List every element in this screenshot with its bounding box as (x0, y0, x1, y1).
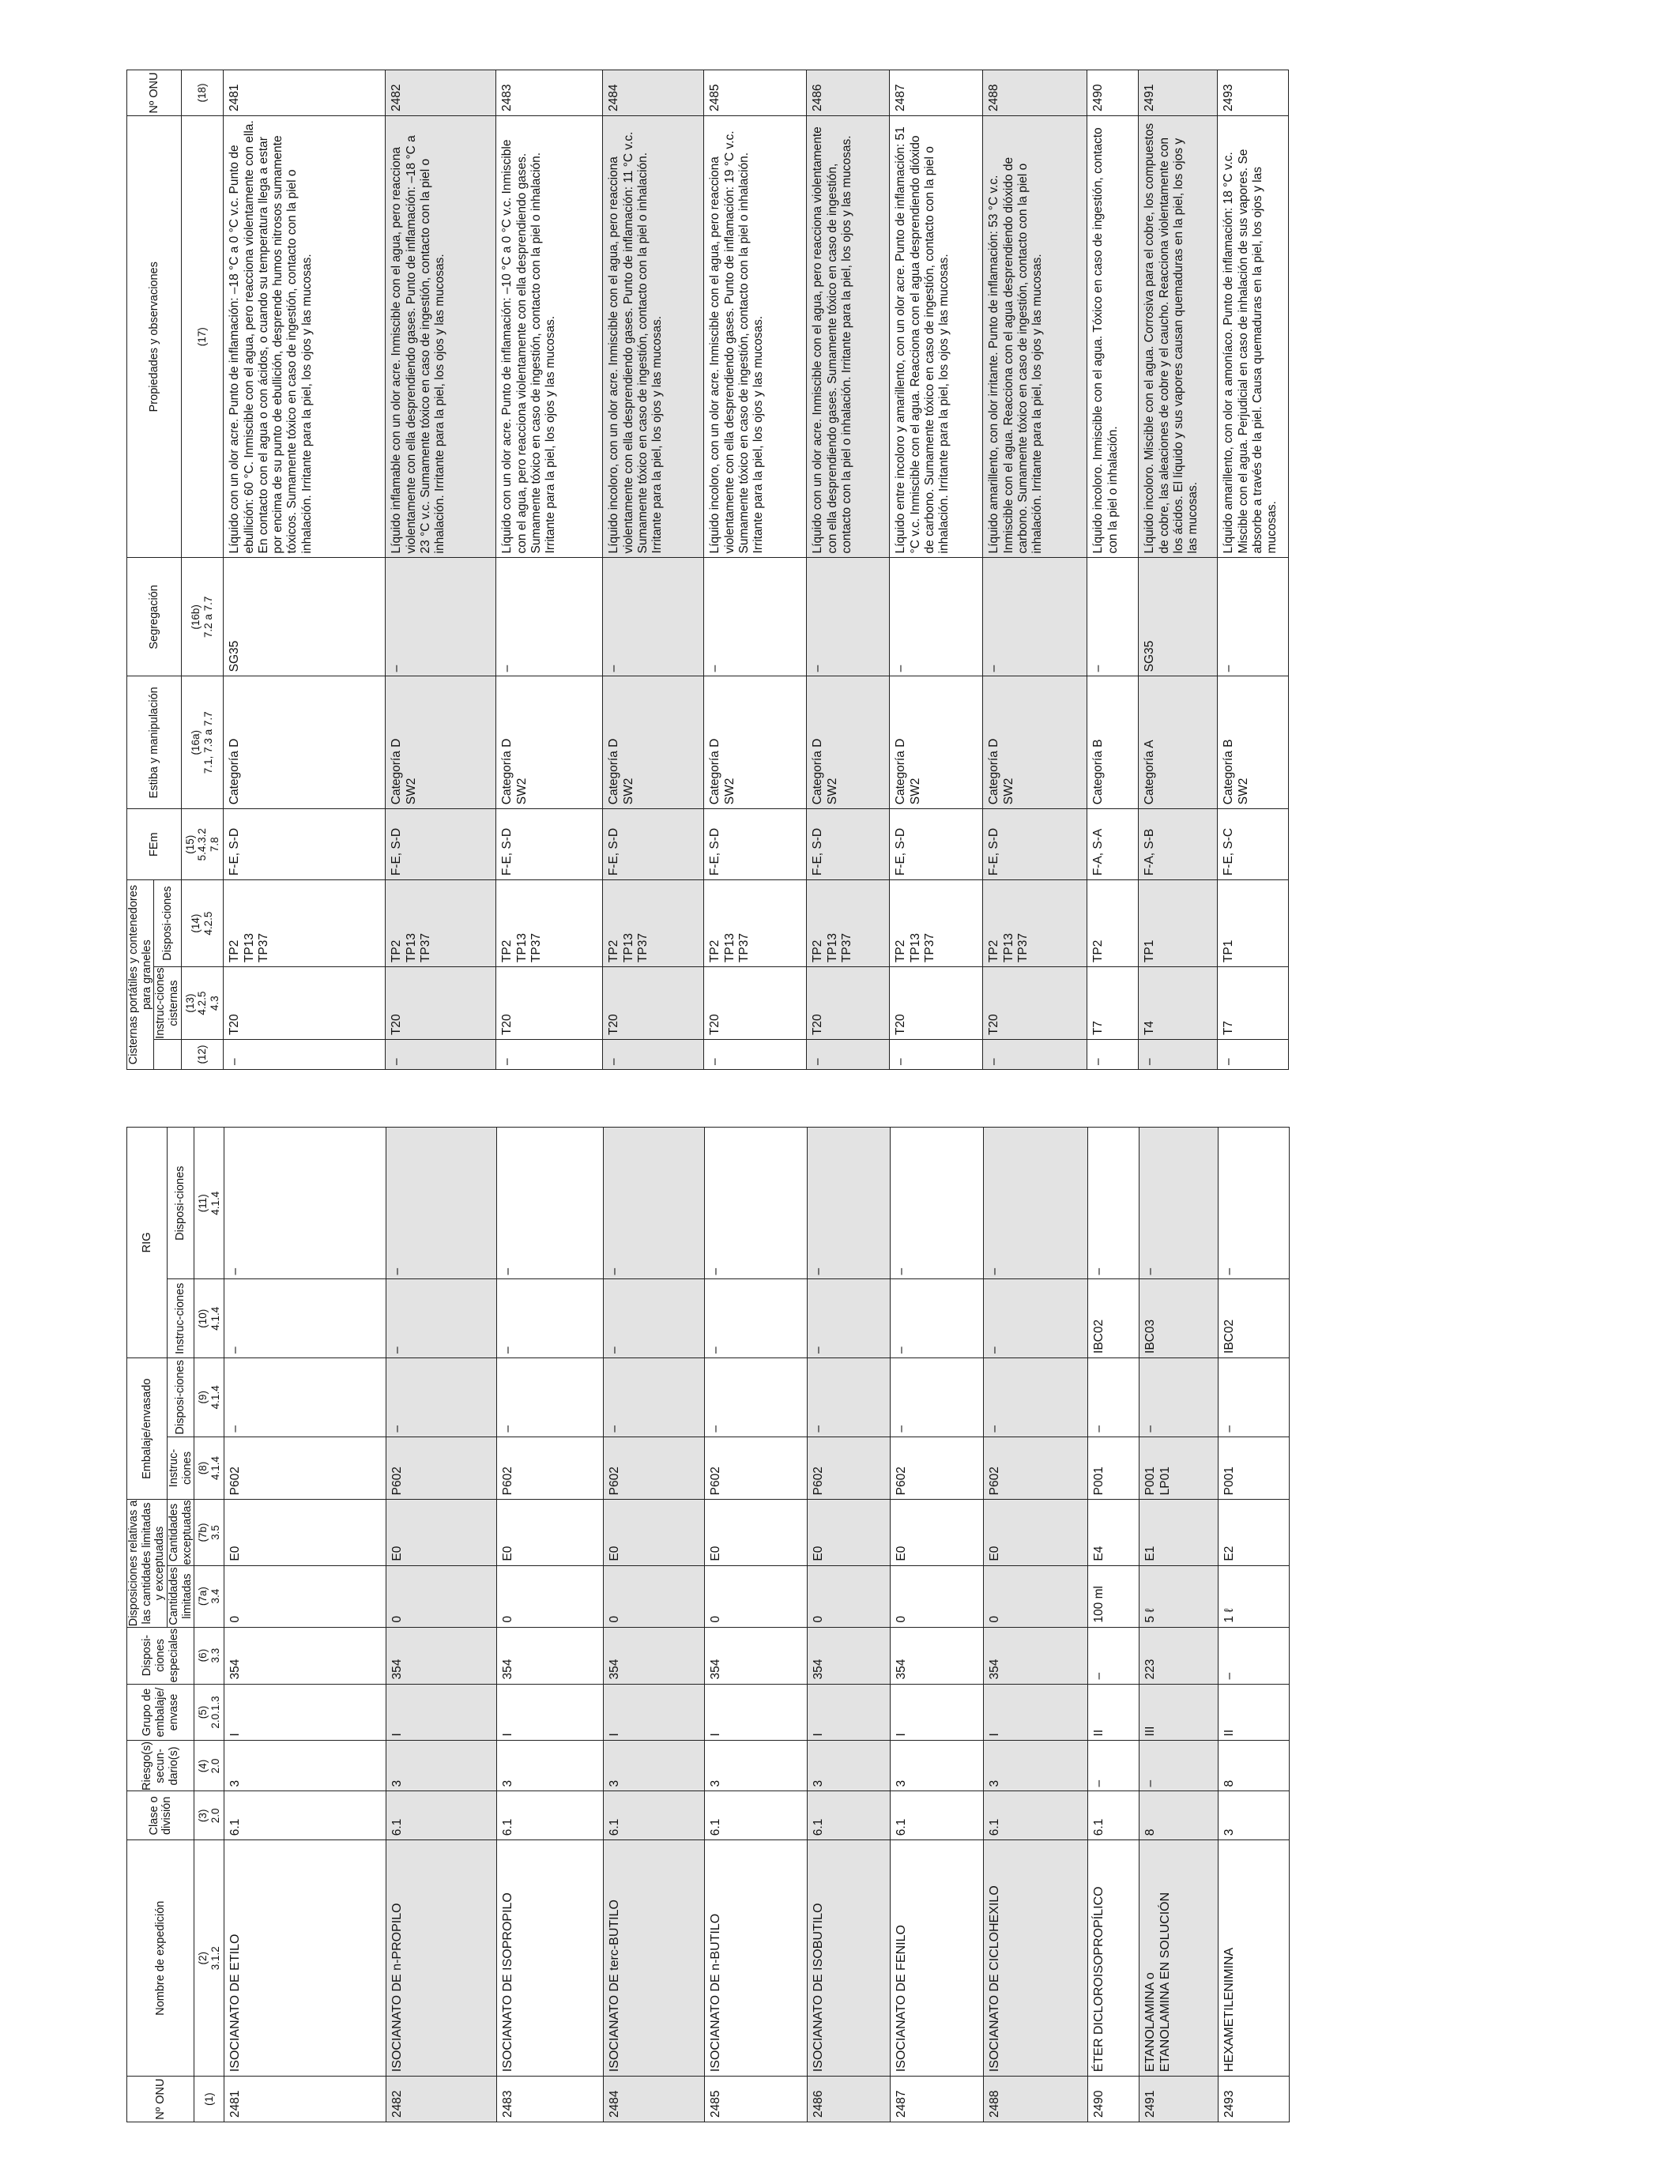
ibc-provision: – (224, 1128, 386, 1280)
stowage: Categoría A (1139, 676, 1218, 809)
ems: F-E, S-C (1218, 809, 1289, 880)
bulk: – (1139, 1040, 1218, 1070)
header-pk-instructions: Instruc-ciones (168, 1437, 194, 1500)
segregation: SG35 (224, 558, 386, 676)
excepted-quantity: E0 (386, 1500, 497, 1565)
ibc-instruction: – (386, 1279, 497, 1357)
tank-instruction: T20 (496, 967, 603, 1040)
header-special-provisions: Disposi-ciones especiales (127, 1627, 194, 1684)
packing-provision: – (604, 1357, 705, 1437)
header-ibc-instructions: Instruc-ciones (168, 1279, 194, 1357)
special-provisions: 354 (705, 1627, 808, 1684)
limited-quantity: 1 ℓ (1219, 1565, 1290, 1627)
un-number: 2485 (705, 2077, 808, 2122)
stowage: Categoría D SW2 (704, 676, 807, 809)
packing-group: I (224, 1684, 386, 1741)
table-row (891, 1128, 984, 2122)
table-row (496, 70, 603, 1070)
un-number: 2493 (1219, 2077, 1290, 2122)
column-number: (5) 2.0.1.3 (194, 1684, 224, 1741)
packing-provision: – (386, 1357, 497, 1437)
properties: Líquido con un olor acre. Inmiscible con el agua, pero reacciona violentamente con ella desprendiendo gases. Sumamente tóxico en caso de ingestión, contacto con la piel o inhalación. Irritante para la piel, los ojos y las mucosas. (807, 116, 890, 558)
class: 6.1 (224, 1791, 386, 1840)
table-row (224, 1128, 386, 2122)
ibc-instruction: – (705, 1279, 808, 1357)
subsidiary-risk: 3 (984, 1741, 1088, 1791)
column-number: (1) (194, 2077, 224, 2122)
un-number: 2491 (1139, 2077, 1219, 2122)
ems: F-E, S-D (603, 809, 704, 880)
segregation: – (807, 558, 890, 676)
class: 6.1 (808, 1791, 891, 1840)
excepted-quantity: E2 (1219, 1500, 1290, 1565)
tank-instruction: T4 (1139, 967, 1218, 1040)
header-shipping-name: Nombre de expedición (127, 1840, 194, 2077)
stowage: Categoría D SW2 (603, 676, 704, 809)
header-subsidiary-risk: Riesgo(s) secun-dario(s) (127, 1741, 194, 1791)
un-number: 2482 (386, 2077, 497, 2122)
ibc-provision: – (604, 1128, 705, 1280)
packing-group: I (705, 1684, 808, 1741)
header-properties: Propiedades y observaciones (127, 116, 182, 558)
special-provisions: 354 (604, 1627, 705, 1684)
header-class: Clase o división (127, 1791, 194, 1840)
ibc-provision: – (497, 1128, 604, 1280)
table-row (983, 70, 1087, 1070)
packing-provision: – (1139, 1357, 1219, 1437)
column-number: (3) 2.0 (194, 1791, 224, 1840)
tank-provision: TP2 TP13 TP37 (386, 880, 496, 967)
tank-instruction: T20 (603, 967, 704, 1040)
table-row (807, 70, 890, 1070)
tank-provision: TP2 (1087, 880, 1139, 967)
class: 6.1 (984, 1791, 1088, 1840)
tank-instruction: T20 (704, 967, 807, 1040)
tank-instruction: T7 (1218, 967, 1289, 1040)
ibc-instruction: IBC02 (1088, 1279, 1139, 1357)
column-number: (7a) 3.4 (194, 1565, 224, 1627)
limited-quantity: 0 (224, 1565, 386, 1627)
segregation: – (496, 558, 603, 676)
stowage: Categoría D SW2 (496, 676, 603, 809)
properties: Líquido con un olor acre. Punto de inflamación: –18 °C a 0 °C v.c. Punto de ebullición: 60 °C. Inmiscible con el agua, pero reacciona violentamente con ella. En contacto con el agua o con ácidos, o cuando su temperatura llega a estar por encima de su punto de ebullición, desprende humos nitrosos sumamente tóxicos. Sumamente tóxico en caso de ingestión, contacto con la piel o inhalación. Irritante para la piel, los ojos y las mucosas. (224, 116, 386, 558)
class: 6.1 (604, 1791, 705, 1840)
class: 6.1 (386, 1791, 497, 1840)
tank-instruction: T20 (807, 967, 890, 1040)
excepted-quantity: E4 (1088, 1500, 1139, 1565)
packing-provision: – (808, 1357, 891, 1437)
special-provisions: 354 (984, 1627, 1088, 1684)
special-provisions: – (1219, 1627, 1290, 1684)
excepted-quantity: E0 (705, 1500, 808, 1565)
bulk: – (496, 1040, 603, 1070)
packing-provision: – (705, 1357, 808, 1437)
header-un-no: Nº ONU (127, 2077, 194, 2122)
header-segregation: Segregación (127, 558, 182, 676)
packing-provision: – (1219, 1357, 1290, 1437)
ems: F-E, S-D (224, 809, 386, 880)
properties: Líquido con un olor acre. Punto de inflamación: –10 °C a 0 °C v.c. Inmiscible con el agua, pero reacciona violentamente con ella desprendiendo gases. Sumamente tóxico en caso de ingestión, contacto con la piel o inhalación. Irritante para la piel, los ojos y las mucosas. (496, 116, 603, 558)
subsidiary-risk: 3 (386, 1741, 497, 1791)
shipping-name: ISOCIANATO DE n-BUTILO (705, 1840, 808, 2077)
stowage: Categoría B SW2 (1218, 676, 1289, 809)
subsidiary-risk: 3 (891, 1741, 984, 1791)
excepted-quantity: E0 (497, 1500, 604, 1565)
shipping-name: ISOCIANATO DE ISOPROPILO (497, 1840, 604, 2077)
table-row (604, 1128, 705, 2122)
column-number: (16a) 7.1, 7.3 a 7.7 (181, 676, 224, 809)
subsidiary-risk: – (1088, 1741, 1139, 1791)
packing-group: II (1219, 1684, 1290, 1741)
packing-provision: – (984, 1357, 1088, 1437)
tank-provision: TP1 (1139, 880, 1218, 967)
segregation: – (1218, 558, 1289, 676)
tank-provision: TP2 TP13 TP37 (807, 880, 890, 967)
packing-group: I (497, 1684, 604, 1741)
column-number-row (181, 70, 224, 1070)
subsidiary-risk: 3 (224, 1741, 386, 1791)
shipping-name: ETANOLAMINA o ETANOLAMINA EN SOLUCIÓN (1139, 1840, 1219, 2077)
ems: F-E, S-D (386, 809, 496, 880)
packing-provision: – (224, 1357, 386, 1437)
subsidiary-risk: 3 (705, 1741, 808, 1791)
column-number: (13) 4.2.5 4.3 (181, 967, 224, 1040)
packing-instruction: P602 (705, 1437, 808, 1500)
table-row (705, 1128, 808, 2122)
right-table-body (224, 70, 1289, 1070)
properties: Líquido incoloro, con un olor acre. Inmiscible con el agua, pero reacciona violentamente con ella desprendiendo gases. Punto de inflamación: 11 °C v.c. Sumamente tóxico en caso de ingestión, contacto con la piel o inhalación. Irritante para la piel, los ojos y las mucosas. (603, 116, 704, 558)
packing-instruction: P001 LP01 (1139, 1437, 1219, 1500)
shipping-name: HEXAMETILENIMINA (1219, 1840, 1290, 2077)
properties: Líquido amarillento, con olor irritante. Punto de inflamación: 53 °C v.c. Inmiscible con el agua. Reacciona con el agua desprendiendo dióxido de carbono. Sumamente tóxico en caso de ingestión, contacto con la piel o inhalación. Irritante para la piel, los ojos y las mucosas. (983, 116, 1087, 558)
column-number: (9) 4.1.4 (194, 1357, 224, 1437)
un-number: 2490 (1087, 70, 1139, 116)
packing-provision: – (1088, 1357, 1139, 1437)
packing-instruction: P602 (891, 1437, 984, 1500)
excepted-quantity: E0 (891, 1500, 984, 1565)
un-number: 2488 (984, 2077, 1088, 2122)
shipping-name: ISOCIANATO DE n-PROPILO (386, 1840, 497, 2077)
un-number: 2483 (496, 70, 603, 116)
bulk: – (890, 1040, 983, 1070)
packing-group: I (808, 1684, 891, 1741)
table-row (1218, 70, 1289, 1070)
special-provisions: 354 (891, 1627, 984, 1684)
ibc-instruction: – (808, 1279, 891, 1357)
packing-instruction: P001 (1088, 1437, 1139, 1500)
class: 6.1 (891, 1791, 984, 1840)
packing-provision: – (891, 1357, 984, 1437)
header-bulk-blank (154, 1040, 181, 1070)
column-number: (6) 3.3 (194, 1627, 224, 1684)
un-number: 2486 (808, 2077, 891, 2122)
bulk: – (603, 1040, 704, 1070)
subsidiary-risk: 8 (1219, 1741, 1290, 1791)
column-number: (11) 4.1.4 (194, 1128, 224, 1280)
segregation: – (386, 558, 496, 676)
ibc-instruction: – (497, 1279, 604, 1357)
column-number-row (194, 1128, 224, 2122)
class: 6.1 (1088, 1791, 1139, 1840)
ibc-instruction: – (224, 1279, 386, 1357)
header-stowage: Estiba y manipulación (127, 676, 182, 809)
subsidiary-risk: 3 (604, 1741, 705, 1791)
properties: Líquido entre incoloro y amarillento, con un olor acre. Punto de inflamación: 51 °C v.c. Inmiscible con el agua. Reacciona con el agua desprendiendo dióxido de carbono. Sumamente tóxico en caso de ingestión, contacto con la piel o inhalación. Irritante para la piel, los ojos y las mucosas. (890, 116, 983, 558)
un-number: 2493 (1218, 70, 1289, 116)
column-number: (16b) 7.2 a 7.7 (181, 558, 224, 676)
ems: F-E, S-D (704, 809, 807, 880)
header-limited: Cantidades limitadas (168, 1565, 194, 1627)
packing-group: I (386, 1684, 497, 1741)
bulk: – (807, 1040, 890, 1070)
ibc-instruction: – (984, 1279, 1088, 1357)
stowage: Categoría D SW2 (890, 676, 983, 809)
segregation: – (890, 558, 983, 676)
shipping-name: ISOCIANATO DE terc-BUTILO (604, 1840, 705, 2077)
table-row (984, 1128, 1088, 2122)
ibc-provision: – (984, 1128, 1088, 1280)
bulk: – (224, 1040, 386, 1070)
table-row (603, 70, 704, 1070)
column-number: (10) 4.1.4 (194, 1279, 224, 1357)
left-table (126, 1127, 1290, 2122)
un-number: 2483 (497, 2077, 604, 2122)
packing-group: I (984, 1684, 1088, 1741)
un-number: 2484 (604, 2077, 705, 2122)
packing-instruction: P001 (1219, 1437, 1290, 1500)
packing-group: I (891, 1684, 984, 1741)
column-number: (17) (181, 116, 224, 558)
header-pk-provisions: Disposi-ciones (168, 1357, 194, 1437)
excepted-quantity: E0 (604, 1500, 705, 1565)
header-tanks: Cisternas portátiles y contenedores para graneles (127, 880, 154, 1070)
header-ibc-provisions: Disposi-ciones (168, 1128, 194, 1280)
special-provisions: 354 (386, 1627, 497, 1684)
column-number: (8) 4.1.4 (194, 1437, 224, 1500)
un-number: 2484 (603, 70, 704, 116)
header-un-no-right: Nº ONU (127, 70, 182, 116)
packing-group: II (1088, 1684, 1139, 1741)
un-number: 2481 (224, 70, 386, 116)
header-limited-excepted: Disposiciones relativas a las cantidades limitadas y exceptuadas (127, 1500, 167, 1627)
table-row (1088, 1128, 1139, 2122)
table-row (386, 1128, 497, 2122)
tank-provision: TP2 TP13 TP37 (603, 880, 704, 967)
table-row (1139, 1128, 1219, 2122)
column-number: (7b) 3.5 (194, 1500, 224, 1565)
shipping-name: ISOCIANATO DE ETILO (224, 1840, 386, 2077)
ibc-provision: – (1139, 1128, 1219, 1280)
tank-instruction: T7 (1087, 967, 1139, 1040)
packing-provision: – (497, 1357, 604, 1437)
column-number: (14) 4.2.5 (181, 880, 224, 967)
column-number: (18) (181, 70, 224, 116)
special-provisions: 354 (497, 1627, 604, 1684)
bulk: – (1218, 1040, 1289, 1070)
shipping-name: ISOCIANATO DE FENILO (891, 1840, 984, 2077)
ems: F-E, S-D (496, 809, 603, 880)
column-number: (12) (181, 1040, 224, 1070)
ibc-instruction: IBC02 (1219, 1279, 1290, 1357)
header-ibc: RIG (127, 1128, 168, 1358)
column-number: (15) 5.4.3.2 7.8 (181, 809, 224, 880)
column-number: (2) 3.1.2 (194, 1840, 224, 2077)
ibc-instruction: – (891, 1279, 984, 1357)
header-ems: FEm (127, 809, 182, 880)
header-excepted: Cantidades exceptuadas (168, 1500, 194, 1565)
limited-quantity: 0 (497, 1565, 604, 1627)
packing-instruction: P602 (808, 1437, 891, 1500)
ibc-provision: – (386, 1128, 497, 1280)
tank-provision: TP2 TP13 TP37 (890, 880, 983, 967)
properties: Líquido inflamable con un olor acre. Inmiscible con el agua, pero reacciona violentamente con ella desprendiendo gases. Punto de inflamación: –18 °C a 23 °C v.c. Sumamente tóxico en caso de ingestión, contacto con la piel o inhalación. Irritante para la piel, los ojos y las mucosas. (386, 116, 496, 558)
stowage: Categoría D SW2 (983, 676, 1087, 809)
ibc-provision: – (891, 1128, 984, 1280)
un-number: 2486 (807, 70, 890, 116)
packing-instruction: P602 (604, 1437, 705, 1500)
class: 3 (1219, 1791, 1290, 1840)
table-row (1139, 70, 1218, 1070)
segregation: – (704, 558, 807, 676)
tank-instruction: T20 (224, 967, 386, 1040)
tank-provision: TP1 (1218, 880, 1289, 967)
properties: Líquido amarillento, con olor a amoníaco. Punto de inflamación: 18 °C v.c. Miscible con el agua. Perjudicial en caso de inhalación de sus vapores. Se absorbe a través de la piel. Causa quemaduras en la piel, los ojos y las mucosas. (1218, 116, 1289, 558)
packing-group: III (1139, 1684, 1219, 1741)
un-number: 2485 (704, 70, 807, 116)
segregation: – (603, 558, 704, 676)
limited-quantity: 0 (808, 1565, 891, 1627)
left-table-body (224, 1128, 1290, 2122)
stowage: Categoría B (1087, 676, 1139, 809)
properties: Líquido incoloro. Inmiscible con el agua. Tóxico en caso de ingestión, contacto con la piel o inhalación. (1087, 116, 1139, 558)
packing-instruction: P602 (386, 1437, 497, 1500)
tank-provision: TP2 TP13 TP37 (983, 880, 1087, 967)
excepted-quantity: E0 (224, 1500, 386, 1565)
limited-quantity: 0 (705, 1565, 808, 1627)
shipping-name: ISOCIANATO DE ISOBUTILO (808, 1840, 891, 2077)
ems: F-A, S-B (1139, 809, 1218, 880)
un-number: 2491 (1139, 70, 1218, 116)
un-number: 2490 (1088, 2077, 1139, 2122)
bulk: – (1087, 1040, 1139, 1070)
ibc-provision: – (1088, 1128, 1139, 1280)
packing-instruction: P602 (224, 1437, 386, 1500)
shipping-name: ISOCIANATO DE CICLOHEXILO (984, 1840, 1088, 2077)
special-provisions: 223 (1139, 1627, 1219, 1684)
ems: F-E, S-D (983, 809, 1087, 880)
stowage: Categoría D SW2 (386, 676, 496, 809)
ems: F-E, S-D (807, 809, 890, 880)
bulk: – (386, 1040, 496, 1070)
un-number: 2488 (983, 70, 1087, 116)
un-number: 2487 (891, 2077, 984, 2122)
tank-instruction: T20 (386, 967, 496, 1040)
table-row (704, 70, 807, 1070)
table-row (386, 70, 496, 1070)
subsidiary-risk: 3 (808, 1741, 891, 1791)
excepted-quantity: E1 (1139, 1500, 1219, 1565)
stowage: Categoría D SW2 (807, 676, 890, 809)
stowage: Categoría D (224, 676, 386, 809)
limited-quantity: 0 (386, 1565, 497, 1627)
tank-instruction: T20 (890, 967, 983, 1040)
segregation: – (983, 558, 1087, 676)
table-row (224, 70, 386, 1070)
table-row (497, 1128, 604, 2122)
ems: F-A, S-A (1087, 809, 1139, 880)
special-provisions: – (1088, 1627, 1139, 1684)
header-tank-provisions: Disposi-ciones (154, 880, 181, 967)
right-table (126, 70, 1289, 1070)
un-number: 2487 (890, 70, 983, 116)
tank-provision: TP2 TP13 TP37 (496, 880, 603, 967)
ibc-instruction: IBC03 (1139, 1279, 1219, 1357)
subsidiary-risk: 3 (497, 1741, 604, 1791)
limited-quantity: 100 ml (1088, 1565, 1139, 1627)
table-row (1219, 1128, 1290, 2122)
packing-group: I (604, 1684, 705, 1741)
shipping-name: ÉTER DICLOROISOPROPÍLICO (1088, 1840, 1139, 2077)
header-tank-instructions: Instruc-ciones cisternas (154, 967, 181, 1039)
header-packaging: Embalaje/envasado (127, 1357, 168, 1499)
un-number: 2481 (224, 2077, 386, 2122)
class: 6.1 (705, 1791, 808, 1840)
segregation: – (1087, 558, 1139, 676)
tank-provision: TP2 TP13 TP37 (224, 880, 386, 967)
limited-quantity: 0 (984, 1565, 1088, 1627)
excepted-quantity: E0 (984, 1500, 1088, 1565)
limited-quantity: 5 ℓ (1139, 1565, 1219, 1627)
table-row (808, 1128, 891, 2122)
ems: F-E, S-D (890, 809, 983, 880)
table-row (1087, 70, 1139, 1070)
ibc-provision: – (1219, 1128, 1290, 1280)
packing-instruction: P602 (497, 1437, 604, 1500)
bulk: – (704, 1040, 807, 1070)
ibc-provision: – (808, 1128, 891, 1280)
special-provisions: 354 (808, 1627, 891, 1684)
table-row (890, 70, 983, 1070)
limited-quantity: 0 (891, 1565, 984, 1627)
properties: Líquido incoloro. Miscible con el agua. Corrosiva para el cobre, los compuestos de cobre, las aleaciones de cobre y el caucho. Reacciona violentamente con los ácidos. El líquido y sus vapores causan quemaduras en la piel, los ojos y las mucosas. (1139, 116, 1218, 558)
segregation: SG35 (1139, 558, 1218, 676)
class: 8 (1139, 1791, 1219, 1840)
bulk: – (983, 1040, 1087, 1070)
class: 6.1 (497, 1791, 604, 1840)
tank-instruction: T20 (983, 967, 1087, 1040)
packing-instruction: P602 (984, 1437, 1088, 1500)
ibc-provision: – (705, 1128, 808, 1280)
ibc-instruction: – (604, 1279, 705, 1357)
column-number: (4) 2.0 (194, 1741, 224, 1791)
special-provisions: 354 (224, 1627, 386, 1684)
properties: Líquido incoloro, con un olor acre. Inmiscible con el agua, pero reacciona violentamente con ella desprendiendo gases. Punto de inflamación: 19 °C v.c. Sumamente tóxico en caso de ingestión, contacto con la piel o inhalación. Irritante para la piel, los ojos y las mucosas. (704, 116, 807, 558)
header-packing-group: Grupo de embalaje/ envase (127, 1684, 194, 1741)
tank-provision: TP2 TP13 TP37 (704, 880, 807, 967)
excepted-quantity: E0 (808, 1500, 891, 1565)
limited-quantity: 0 (604, 1565, 705, 1627)
subsidiary-risk: – (1139, 1741, 1219, 1791)
un-number: 2482 (386, 70, 496, 116)
